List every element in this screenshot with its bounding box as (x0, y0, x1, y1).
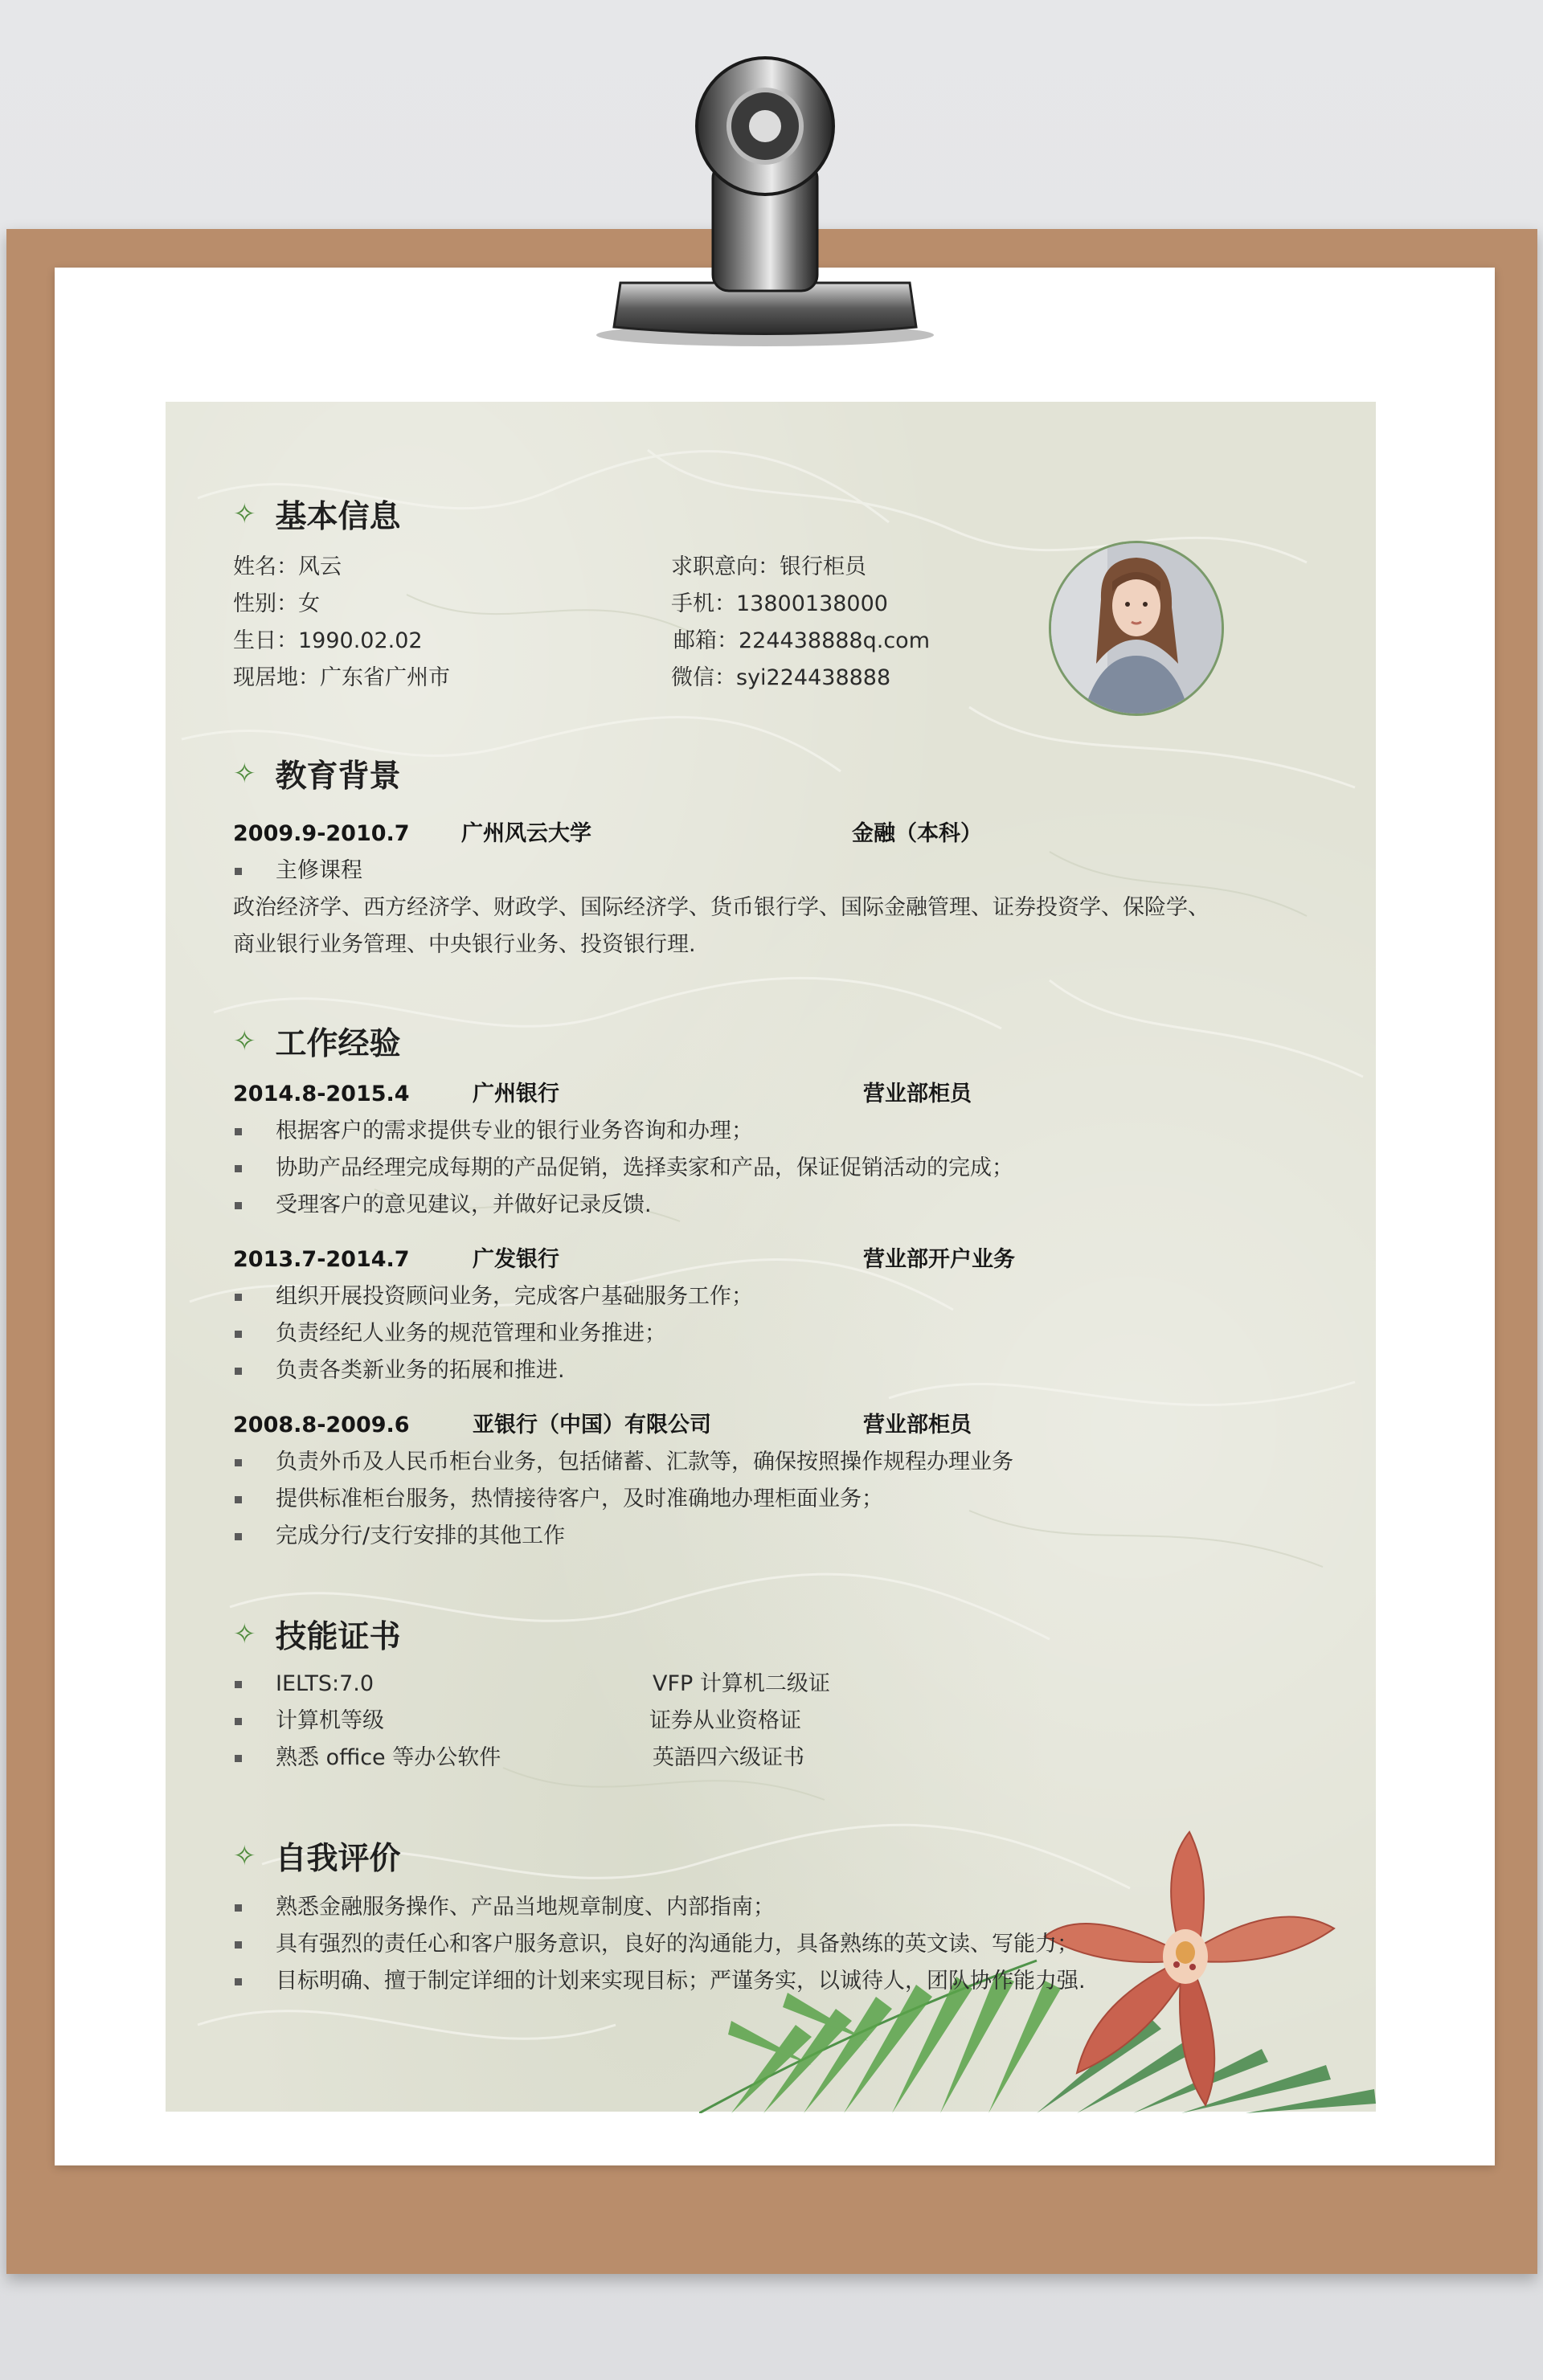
job-duty: 负责外币及人民币柜台业务，包括储蓄、汇款等，确保按照操作规程办理业务 (276, 1450, 1013, 1474)
birthday-field: 生日：1990.02.02 (233, 628, 423, 653)
job-duty: 完成分行/支行安排的其他工作 (276, 1523, 566, 1548)
job-duty: 组织开展投资顾问业务，完成客户基础服务工作； (276, 1284, 753, 1309)
bullet-icon (235, 1904, 242, 1912)
star-icon: ✧ (233, 498, 256, 530)
skill-item: 证券从业资格证 (649, 1708, 801, 1733)
skill-item: 熟悉 office 等办公软件 (276, 1745, 501, 1770)
star-icon: ✧ (233, 1840, 256, 1872)
phone-field: 手机：13800138000 (671, 591, 888, 616)
skill-item: VFP 计算机二级证 (653, 1671, 830, 1696)
edu-school: 广州风云大学 (461, 821, 591, 846)
section-title-skills (233, 1612, 401, 1657)
gender-field: 性别：女 (233, 591, 320, 616)
job-period: 2014.8-2015.4 (233, 1082, 410, 1106)
bullet-icon (235, 1533, 242, 1540)
star-icon: ✧ (233, 758, 256, 790)
job-duty: 负责经纪人业务的规范管理和业务推进； (276, 1321, 666, 1346)
bullet-icon (235, 1294, 242, 1301)
bullet-icon (235, 868, 242, 875)
email-field: 邮箱：224438888q.com (673, 628, 930, 653)
course-label: 主修课程 (276, 858, 362, 883)
bullet-icon (235, 1165, 242, 1172)
section-title-work (233, 1019, 401, 1064)
bullet-icon (235, 1496, 242, 1503)
edu-major: 金融（本科） (852, 821, 982, 846)
star-icon: ✧ (233, 1025, 256, 1057)
job-period: 2013.7-2014.7 (233, 1247, 410, 1272)
bullet-icon (235, 1755, 242, 1762)
job-duty: 负责各类新业务的拓展和推进. (276, 1358, 565, 1383)
bullet-icon (235, 1681, 242, 1688)
self-item: 具有强烈的责任心和客户服务意识，良好的沟通能力，具备熟练的英文读、写能力； (276, 1932, 1078, 1957)
wechat-field: 微信：syi224438888 (671, 665, 891, 690)
self-item: 熟悉金融服务操作、产品当地规章制度、内部指南； (276, 1895, 775, 1920)
bullet-icon (235, 1718, 242, 1725)
name-field: 姓名：风云 (233, 554, 342, 579)
job-period: 2008.8-2009.6 (233, 1413, 410, 1437)
objective-field: 求职意向：银行柜员 (671, 554, 866, 579)
section-title-basic (233, 492, 401, 537)
bullet-icon (235, 1128, 242, 1135)
bullet-icon (235, 1202, 242, 1209)
job-position: 营业部开户业务 (863, 1247, 1015, 1272)
courses-line-1: 政治经济学、西方经济学、财政学、国际经济学、货币银行学、国际金融管理、证券投资学、保险学、 (233, 895, 1209, 920)
job-duty: 协助产品经理完成每期的产品促销，选择卖家和产品，保证促销活动的完成； (276, 1155, 1013, 1180)
edu-period: 2009.9-2010.7 (233, 821, 410, 846)
section-title-text: 技能证书 (275, 1619, 401, 1655)
star-icon: ✧ (233, 1618, 256, 1650)
bullet-icon (235, 1459, 242, 1466)
section-title-text: 工作经验 (275, 1026, 401, 1062)
bullet-icon (235, 1978, 242, 1985)
skill-item: IELTS:7.0 (276, 1671, 374, 1696)
section-title-self (233, 1834, 401, 1879)
job-position: 营业部柜员 (863, 1082, 972, 1106)
courses-line-2: 商业银行业务管理、中央银行业务、投资银行理. (233, 932, 696, 957)
section-title-text: 自我评价 (275, 1841, 401, 1877)
job-duty: 受理客户的意见建议，并做好记录反馈. (276, 1192, 652, 1217)
bullet-icon (235, 1331, 242, 1338)
job-duty: 根据客户的需求提供专业的银行业务咨询和办理； (276, 1118, 753, 1143)
section-title-text: 基本信息 (275, 499, 401, 535)
skill-item: 英語四六级证书 (653, 1745, 804, 1770)
job-duty: 提供标准柜台服务，热情接待客户，及时准确地办理柜面业务； (276, 1486, 883, 1511)
skill-item: 计算机等级 (276, 1708, 384, 1733)
bullet-icon (235, 1368, 242, 1375)
section-title-education (233, 751, 401, 796)
self-item: 目标明确、擅于制定详细的计划来实现目标；严谨务实，以诚待人，团队协作能力强. (276, 1969, 1086, 1994)
section-title-text: 教育背景 (275, 759, 401, 795)
job-company: 亚银行（中国）有限公司 (473, 1413, 711, 1437)
binder-clip (580, 50, 950, 355)
bullet-icon (235, 1941, 242, 1949)
job-company: 广州银行 (473, 1082, 559, 1106)
job-position: 营业部柜员 (863, 1413, 972, 1437)
avatar (1049, 541, 1224, 716)
person-photo-icon (1051, 543, 1222, 714)
job-company: 广发银行 (473, 1247, 559, 1272)
address-field: 现居地：广东省广州市 (233, 665, 450, 690)
